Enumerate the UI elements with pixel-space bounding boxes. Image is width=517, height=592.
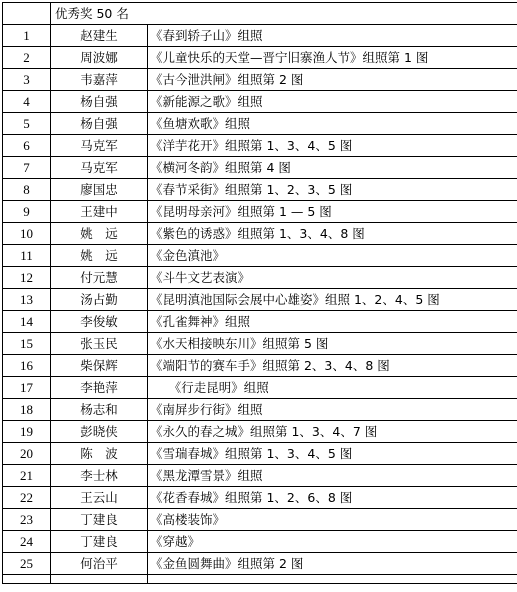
author-name-cell: 何治平 xyxy=(51,553,148,575)
author-name-cell: 韦嘉萍 xyxy=(51,69,148,91)
row-number-cell: 22 xyxy=(3,487,51,509)
row-number-cell: 4 xyxy=(3,91,51,113)
author-name-cell: 马克军 xyxy=(51,157,148,179)
row-number-cell: 13 xyxy=(3,289,51,311)
work-title-cell: 《古今泄洪闸》组照第 2 图 xyxy=(148,69,517,91)
cut-off-cell xyxy=(51,575,148,584)
row-number-cell: 7 xyxy=(3,157,51,179)
work-title-cell: 《紫色的诱惑》组照第 1、3、4、8 图 xyxy=(148,223,517,245)
award-table xyxy=(2,2,517,584)
author-name-cell: 赵建生 xyxy=(51,25,148,47)
table-row xyxy=(3,223,517,245)
work-title-cell: 《南屏步行街》组照 xyxy=(148,399,517,421)
table-row xyxy=(3,487,517,509)
work-title-cell: 《黑龙潭雪景》组照 xyxy=(148,465,517,487)
work-title-cell: 《洋芋花开》组照第 1、3、4、5 图 xyxy=(148,135,517,157)
table-row xyxy=(3,531,517,553)
work-title-cell: 《金鱼圆舞曲》组照第 2 图 xyxy=(148,553,517,575)
table-row xyxy=(3,157,517,179)
work-title-cell: 《昆明滇池国际会展中心雄姿》组照 1、2、4、5 图 xyxy=(148,289,517,311)
table-row xyxy=(3,289,517,311)
award-table-body xyxy=(3,3,517,584)
award-title: 优秀奖 50 名 xyxy=(51,3,517,25)
author-name-cell: 丁建良 xyxy=(51,509,148,531)
row-number-cell: 14 xyxy=(3,311,51,333)
table-row xyxy=(3,333,517,355)
table-row xyxy=(3,135,517,157)
author-name-cell: 杨志和 xyxy=(51,399,148,421)
author-name-cell: 丁建良 xyxy=(51,531,148,553)
row-number-cell: 19 xyxy=(3,421,51,443)
author-name-cell: 李艳萍 xyxy=(51,377,148,399)
row-number-cell: 20 xyxy=(3,443,51,465)
row-number-cell: 11 xyxy=(3,245,51,267)
table-row xyxy=(3,509,517,531)
work-title-cell: 《新能源之歌》组照 xyxy=(148,91,517,113)
table-row xyxy=(3,179,517,201)
table-row xyxy=(3,465,517,487)
work-title-cell: 《端阳节的赛车手》组照第 2、3、4、8 图 xyxy=(148,355,517,377)
work-title-cell: 《孔雀舞神》组照 xyxy=(148,311,517,333)
table-row xyxy=(3,311,517,333)
row-number-cell: 5 xyxy=(3,113,51,135)
row-number-cell: 15 xyxy=(3,333,51,355)
table-row xyxy=(3,91,517,113)
work-title-cell: 《鱼塘欢歌》组照 xyxy=(148,113,517,135)
table-row xyxy=(3,25,517,47)
work-title-cell: 《金色滇池》 xyxy=(148,245,517,267)
table-row xyxy=(3,421,517,443)
row-number-cell: 23 xyxy=(3,509,51,531)
table-row xyxy=(3,245,517,267)
author-name-cell: 李士林 xyxy=(51,465,148,487)
award-header-row xyxy=(3,3,517,25)
table-row xyxy=(3,267,517,289)
work-title-cell: 《昆明母亲河》组照第 1 — 5 图 xyxy=(148,201,517,223)
row-number-cell: 18 xyxy=(3,399,51,421)
table-row xyxy=(3,47,517,69)
row-number-cell: 3 xyxy=(3,69,51,91)
author-name-cell: 汤占勤 xyxy=(51,289,148,311)
work-title-cell: 《雪瑞春城》组照第 1、3、4、5 图 xyxy=(148,443,517,465)
table-row-cut-off xyxy=(3,575,517,584)
author-name-cell: 杨自强 xyxy=(51,91,148,113)
work-title-cell: 《高楼装饰》 xyxy=(148,509,517,531)
author-name-cell: 付元慧 xyxy=(51,267,148,289)
cut-off-cell xyxy=(3,575,51,584)
table-row xyxy=(3,69,517,91)
row-number-cell: 12 xyxy=(3,267,51,289)
row-number-cell: 21 xyxy=(3,465,51,487)
row-number-cell: 10 xyxy=(3,223,51,245)
table-row xyxy=(3,399,517,421)
row-number-cell: 17 xyxy=(3,377,51,399)
table-row xyxy=(3,201,517,223)
award-category-cell xyxy=(3,3,51,25)
row-number-cell: 9 xyxy=(3,201,51,223)
row-number-cell: 2 xyxy=(3,47,51,69)
author-name-cell: 陈 波 xyxy=(51,443,148,465)
work-title-cell: 《春节采街》组照第 1、2、3、5 图 xyxy=(148,179,517,201)
work-title-cell: 《穿越》 xyxy=(148,531,517,553)
author-name-cell: 李俊敏 xyxy=(51,311,148,333)
work-title-cell: 《行走昆明》组照 xyxy=(148,377,517,399)
table-row xyxy=(3,443,517,465)
author-name-cell: 廖国忠 xyxy=(51,179,148,201)
work-title-cell: 《斗牛文艺表演》 xyxy=(148,267,517,289)
table-row xyxy=(3,553,517,575)
author-name-cell: 王建中 xyxy=(51,201,148,223)
author-name-cell: 张玉民 xyxy=(51,333,148,355)
work-title-cell: 《横河冬韵》组照第 4 图 xyxy=(148,157,517,179)
table-row xyxy=(3,113,517,135)
work-title-cell: 《永久的春之城》组照第 1、3、4、7 图 xyxy=(148,421,517,443)
table-row xyxy=(3,355,517,377)
author-name-cell: 王云山 xyxy=(51,487,148,509)
author-name-cell: 彭晓侠 xyxy=(51,421,148,443)
work-title-cell: 《春到轿子山》组照 xyxy=(148,25,517,47)
work-title-cell: 《儿童快乐的天堂—晋宁旧寨渔人节》组照第 1 图 xyxy=(148,47,517,69)
author-name-cell: 周波娜 xyxy=(51,47,148,69)
row-number-cell: 24 xyxy=(3,531,51,553)
row-number-cell: 8 xyxy=(3,179,51,201)
author-name-cell: 姚 远 xyxy=(51,245,148,267)
author-name-cell: 柴保辉 xyxy=(51,355,148,377)
table-row xyxy=(3,377,517,399)
row-number-cell: 25 xyxy=(3,553,51,575)
author-name-cell: 杨自强 xyxy=(51,113,148,135)
row-number-cell: 6 xyxy=(3,135,51,157)
author-name-cell: 马克军 xyxy=(51,135,148,157)
work-title-cell: 《水天相接映东川》组照第 5 图 xyxy=(148,333,517,355)
row-number-cell: 16 xyxy=(3,355,51,377)
row-number-cell: 1 xyxy=(3,25,51,47)
cut-off-cell xyxy=(148,575,517,584)
work-title-cell: 《花香春城》组照第 1、2、6、8 图 xyxy=(148,487,517,509)
author-name-cell: 姚 远 xyxy=(51,223,148,245)
